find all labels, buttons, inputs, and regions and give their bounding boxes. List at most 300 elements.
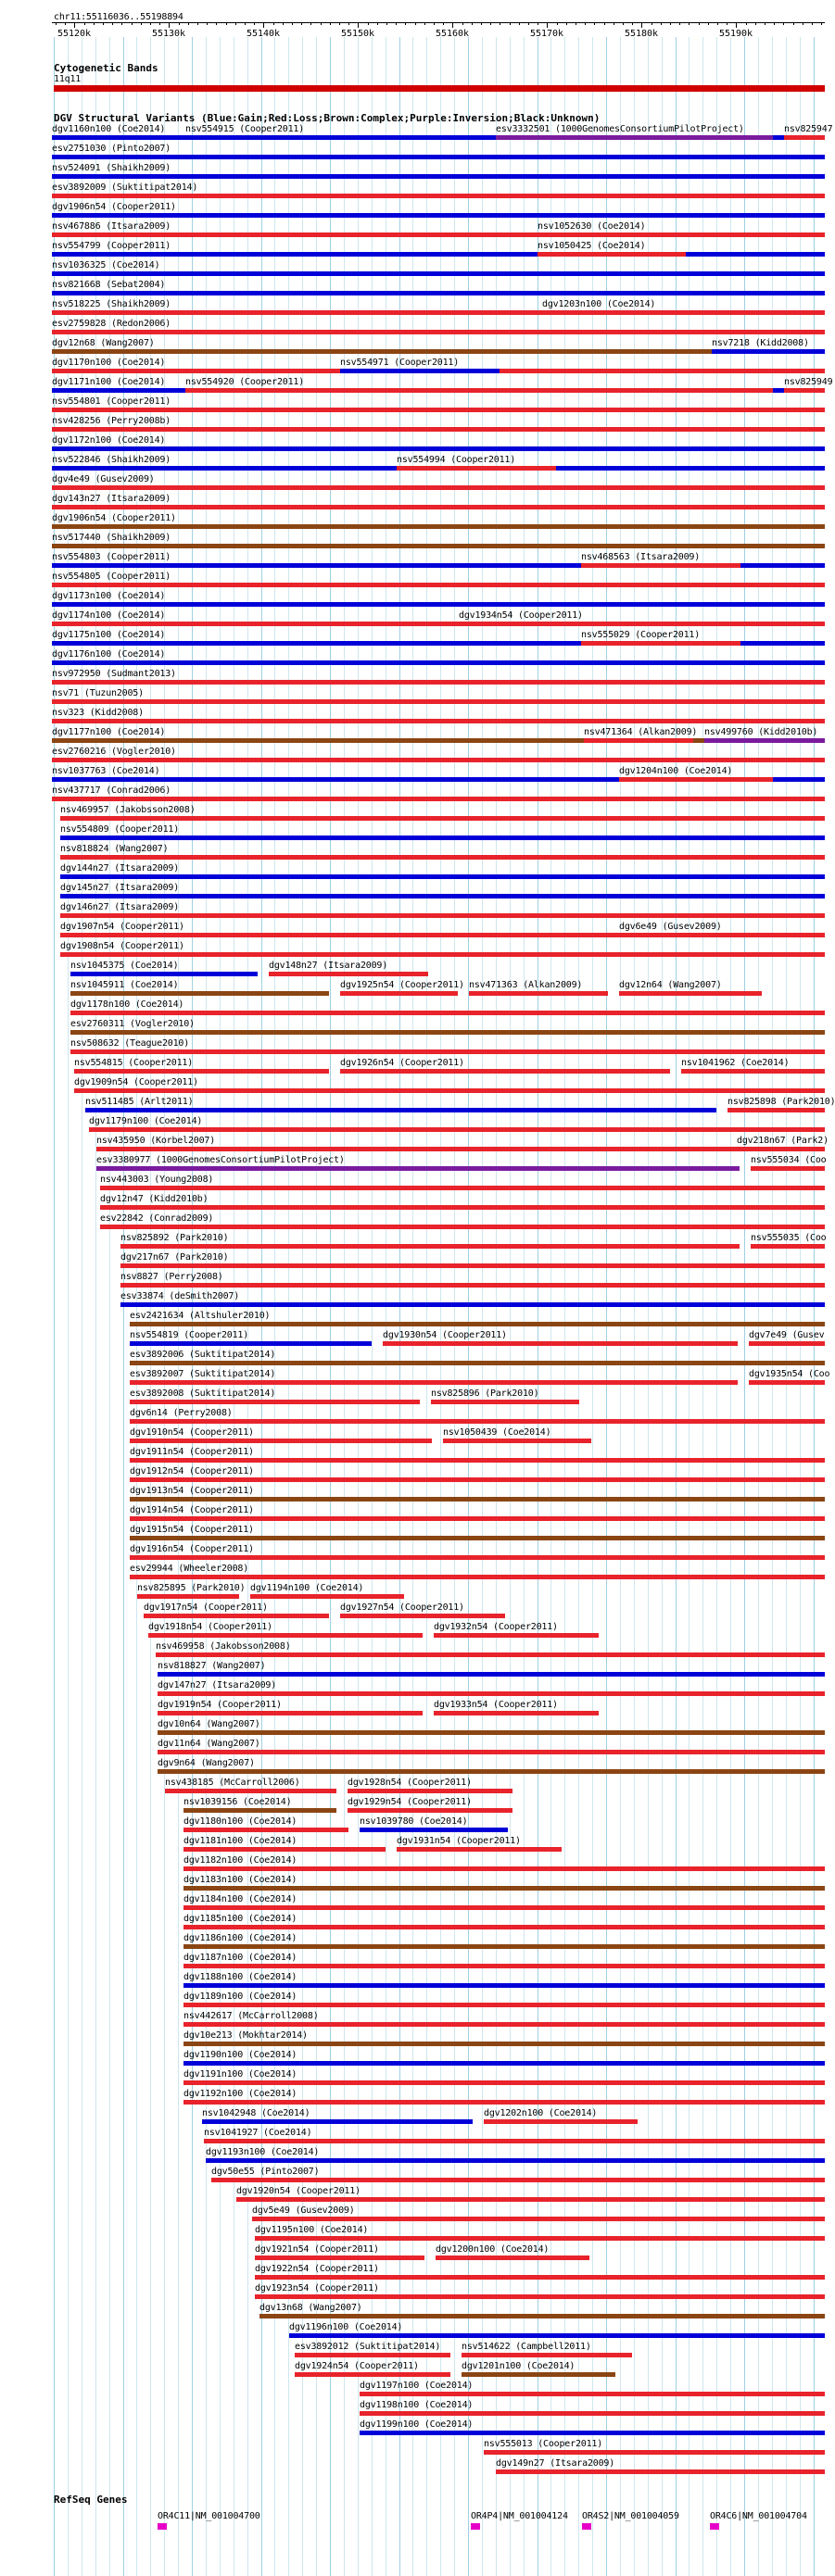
variant-bar-loss[interactable] (737, 1147, 825, 1151)
variant-bar-gain[interactable] (183, 1983, 825, 1988)
variant-bar-loss[interactable] (749, 1380, 825, 1385)
variant-label[interactable]: dgv217n67 (Park2010) (120, 1252, 229, 1263)
variant-label[interactable]: nsv467886 (Itsara2009) (52, 221, 171, 232)
variant-bar-loss[interactable] (183, 1964, 825, 1968)
variant-label[interactable]: dgv1194n100 (Coe2014) (250, 1583, 364, 1593)
variant-label[interactable]: dgv1181n100 (Coe2014) (183, 1836, 297, 1846)
variant-label[interactable]: nsv1041927 (Coe2014) (204, 2128, 312, 2138)
variant-bar-loss[interactable] (70, 1049, 825, 1054)
variant-label[interactable]: dgv149n27 (Itsara2009) (496, 2458, 615, 2469)
variant-label[interactable]: dgv1174n100 (Coe2014) (52, 610, 166, 621)
refseq-gene-label[interactable]: OR4C11|NM_001004700 (158, 2511, 260, 2521)
variant-label[interactable]: nsv818824 (Wang2007) (60, 844, 169, 854)
variant-label[interactable]: nsv1045911 (Coe2014) (70, 980, 179, 990)
variant-bar-loss[interactable] (542, 310, 696, 315)
variant-bar-loss[interactable] (60, 913, 825, 918)
variant-bar-loss[interactable] (749, 1341, 825, 1346)
variant-bar-gain[interactable] (130, 1341, 372, 1346)
variant-bar-loss[interactable] (431, 1400, 579, 1404)
refseq-gene-label[interactable]: OR4S2|NM_001004059 (582, 2511, 679, 2521)
variant-label[interactable]: esv3892006 (Suktitipat2014) (130, 1350, 276, 1360)
variant-label[interactable]: dgv1199n100 (Coe2014) (360, 2419, 474, 2430)
variant-label[interactable]: dgv1917n54 (Cooper2011) (144, 1602, 268, 1613)
variant-label[interactable]: dgv1918n54 (Cooper2011) (148, 1622, 272, 1632)
variant-bar-loss[interactable] (183, 1847, 386, 1852)
variant-label[interactable]: dgv1919n54 (Cooper2011) (158, 1700, 282, 1710)
variant-bar-loss[interactable] (581, 563, 740, 568)
variant-bar-loss[interactable] (360, 2392, 825, 2396)
variant-label[interactable]: dgv1922n54 (Cooper2011) (255, 2264, 379, 2274)
variant-label[interactable]: dgv1926n54 (Cooper2011) (340, 1058, 464, 1068)
variant-bar-loss[interactable] (255, 2236, 825, 2241)
variant-bar-loss[interactable] (383, 1341, 738, 1346)
variant-label[interactable]: nsv7218 (Kidd2008) (712, 338, 809, 348)
variant-bar-loss[interactable] (60, 816, 825, 821)
variant-label[interactable]: nsv435950 (Korbel2007) (96, 1136, 216, 1146)
variant-bar-loss[interactable] (183, 1866, 825, 1871)
variant-label[interactable]: dgv1175n100 (Coe2014) (52, 630, 166, 640)
variant-bar-loss[interactable] (348, 1789, 512, 1793)
variant-bar-complex[interactable] (183, 1944, 825, 1949)
variant-label[interactable]: dgv145n27 (Itsara2009) (60, 883, 180, 893)
variant-label[interactable]: dgv1910n54 (Cooper2011) (130, 1427, 254, 1438)
variant-label[interactable]: dgv5e49 (Gusev2009) (252, 2205, 355, 2216)
variant-label[interactable]: dgv1197n100 (Coe2014) (360, 2381, 474, 2391)
variant-bar-loss[interactable] (619, 777, 773, 782)
variant-bar-loss[interactable] (538, 252, 686, 257)
variant-label[interactable]: dgv1913n54 (Cooper2011) (130, 1486, 254, 1496)
variant-bar-inversion[interactable] (496, 135, 773, 140)
variant-bar-gain[interactable] (52, 252, 825, 257)
variant-bar-loss[interactable] (459, 622, 624, 626)
variant-label[interactable]: nsv825892 (Park2010) (120, 1233, 229, 1243)
variant-bar-loss[interactable] (52, 505, 825, 509)
variant-label[interactable]: dgv1198n100 (Coe2014) (360, 2400, 474, 2410)
variant-bar-loss[interactable] (130, 1516, 825, 1521)
variant-bar-loss[interactable] (89, 1127, 825, 1132)
variant-label[interactable]: esv2760311 (Vogler2010) (70, 1019, 195, 1029)
variant-label[interactable]: nsv469957 (Jakobsson2008) (60, 805, 196, 815)
variant-label[interactable]: nsv554971 (Cooper2011) (340, 358, 460, 368)
variant-bar-loss[interactable] (784, 388, 825, 393)
variant-bar-loss[interactable] (255, 2294, 825, 2299)
variant-bar-gain[interactable] (52, 660, 825, 665)
variant-bar-complex[interactable] (130, 1497, 825, 1502)
variant-bar-gain[interactable] (52, 155, 825, 159)
variant-label[interactable]: nsv818827 (Wang2007) (158, 1661, 266, 1671)
variant-bar-gain[interactable] (120, 1302, 825, 1307)
variant-bar-gain[interactable] (289, 2333, 825, 2338)
variant-label[interactable]: nsv825947 (784, 124, 833, 134)
variant-bar-complex[interactable] (462, 2372, 615, 2377)
variant-bar-gain[interactable] (340, 369, 500, 373)
variant-bar-gain[interactable] (52, 291, 825, 295)
variant-bar-complex[interactable] (130, 1361, 825, 1365)
variant-bar-loss[interactable] (204, 2139, 825, 2143)
variant-label[interactable]: dgv1191n100 (Coe2014) (183, 2069, 297, 2080)
refseq-gene-mark[interactable] (710, 2523, 719, 2530)
variant-bar-loss[interactable] (183, 2100, 825, 2105)
variant-bar-loss[interactable] (130, 1439, 432, 1443)
variant-bar-loss[interactable] (100, 1225, 825, 1229)
variant-bar-loss[interactable] (255, 2256, 424, 2260)
variant-bar-loss[interactable] (434, 1633, 599, 1638)
variant-bar-loss[interactable] (70, 1011, 825, 1015)
cytoband-bar[interactable] (54, 85, 825, 92)
variant-bar-loss[interactable] (52, 232, 825, 237)
variant-label[interactable]: dgv1170n100 (Coe2014) (52, 358, 166, 368)
variant-bar-loss[interactable] (681, 1069, 825, 1074)
variant-label[interactable]: esv29944 (Wheeler2008) (130, 1564, 249, 1574)
variant-bar-loss[interactable] (255, 2275, 825, 2280)
variant-bar-loss[interactable] (443, 1439, 591, 1443)
variant-bar-loss[interactable] (52, 583, 825, 587)
variant-bar-loss[interactable] (156, 1652, 825, 1657)
variant-bar-loss[interactable] (96, 1147, 825, 1151)
variant-bar-loss[interactable] (397, 1847, 562, 1852)
variant-bar-loss[interactable] (165, 1789, 336, 1793)
variant-bar-loss[interactable] (52, 622, 825, 626)
variant-label[interactable]: dgv1178n100 (Coe2014) (70, 999, 184, 1010)
variant-label[interactable]: dgv50e55 (Pinto2007) (211, 2167, 320, 2177)
variant-label[interactable]: dgv1180n100 (Coe2014) (183, 1816, 297, 1827)
variant-label[interactable]: nsv428256 (Perry2008b) (52, 416, 171, 426)
variant-label[interactable]: dgv6n14 (Perry2008) (130, 1408, 233, 1418)
variant-bar-inversion[interactable] (96, 1166, 740, 1171)
variant-bar-gain[interactable] (52, 271, 825, 276)
variant-label[interactable]: dgv1185n100 (Coe2014) (183, 1914, 297, 1924)
variant-label[interactable]: nsv555034 (Coo (751, 1155, 827, 1165)
variant-bar-loss[interactable] (100, 1186, 825, 1190)
variant-bar-loss[interactable] (52, 680, 825, 685)
variant-label[interactable]: nsv1050439 (Coe2014) (443, 1427, 551, 1438)
variant-label[interactable]: dgv1192n100 (Coe2014) (183, 2089, 297, 2099)
variant-label[interactable]: nsv518225 (Shaikh2009) (52, 299, 171, 309)
variant-bar-loss[interactable] (484, 2450, 825, 2455)
variant-bar-loss[interactable] (348, 1808, 512, 1813)
variant-label[interactable]: esv22842 (Conrad2009) (100, 1213, 214, 1224)
variant-bar-gain[interactable] (52, 602, 825, 607)
variant-bar-loss[interactable] (144, 1614, 329, 1618)
variant-label[interactable]: dgv1190n100 (Coe2014) (183, 2050, 297, 2060)
variant-label[interactable]: esv3892012 (Suktitipat2014) (295, 2342, 441, 2352)
variant-label[interactable]: nsv71 (Tuzun2005) (52, 688, 144, 698)
refseq-gene-label[interactable]: OR4P4|NM_001004124 (471, 2511, 568, 2521)
variant-label[interactable]: esv3380977 (1000GenomesConsortiumPilotProject) (96, 1155, 345, 1165)
variant-bar-loss[interactable] (751, 1166, 825, 1171)
variant-label[interactable]: nsv554819 (Cooper2011) (130, 1330, 249, 1340)
variant-label[interactable]: dgv1177n100 (Coe2014) (52, 727, 166, 737)
refseq-gene-mark[interactable] (471, 2523, 480, 2530)
variant-bar-complex[interactable] (183, 2042, 825, 2046)
variant-label[interactable]: nsv554809 (Cooper2011) (60, 824, 180, 835)
variant-label[interactable]: esv3332501 (1000GenomesConsortiumPilotProject) (496, 124, 744, 134)
variant-bar-loss[interactable] (462, 2353, 632, 2357)
variant-label[interactable]: nsv821668 (Sebat2004) (52, 280, 166, 290)
variant-bar-loss[interactable] (158, 1691, 825, 1696)
variant-label[interactable]: dgv1183n100 (Coe2014) (183, 1875, 297, 1885)
variant-label[interactable]: dgv143n27 (Itsara2009) (52, 494, 171, 504)
variant-label[interactable]: nsv1037763 (Coe2014) (52, 766, 160, 776)
variant-bar-complex[interactable] (52, 349, 825, 354)
variant-label[interactable]: nsv469958 (Jakobsson2008) (156, 1641, 291, 1652)
variant-bar-loss[interactable] (52, 427, 825, 432)
variant-bar-loss[interactable] (484, 2119, 638, 2124)
variant-bar-gain[interactable] (60, 874, 825, 879)
variant-bar-complex[interactable] (259, 2314, 825, 2318)
variant-label[interactable]: dgv1195n100 (Coe2014) (255, 2225, 369, 2235)
variant-bar-loss[interactable] (581, 641, 740, 646)
variant-bar-loss[interactable] (340, 1614, 505, 1618)
variant-label[interactable]: dgv10e213 (Mokhtar2014) (183, 2030, 308, 2041)
variant-bar-loss[interactable] (183, 1905, 825, 1910)
variant-label[interactable]: esv33874 (deSmith2007) (120, 1291, 240, 1301)
variant-bar-gain[interactable] (85, 1108, 716, 1112)
variant-bar-complex[interactable] (52, 544, 825, 548)
variant-label[interactable]: esv3892008 (Suktitipat2014) (130, 1389, 276, 1399)
variant-bar-gain[interactable] (52, 174, 825, 179)
variant-label[interactable]: dgv1914n54 (Cooper2011) (130, 1505, 254, 1515)
variant-label[interactable]: dgv1204n100 (Coe2014) (619, 766, 733, 776)
variant-label[interactable]: nsv471364 (Alkan2009) (584, 727, 698, 737)
variant-bar-loss[interactable] (211, 2178, 825, 2182)
variant-label[interactable]: dgv1912n54 (Cooper2011) (130, 1466, 254, 1476)
variant-label[interactable]: nsv554915 (Cooper2011) (185, 124, 305, 134)
variant-label[interactable]: nsv825895 (Park2010) (137, 1583, 246, 1593)
coordinate-ruler[interactable] (52, 22, 825, 39)
variant-label[interactable]: nsv8827 (Perry2008) (120, 1272, 223, 1282)
variant-label[interactable]: esv2759828 (Redon2006) (52, 319, 171, 329)
variant-label[interactable]: nsv1039156 (Coe2014) (183, 1797, 292, 1807)
variant-bar-gain[interactable] (52, 446, 825, 451)
variant-label[interactable]: dgv1193n100 (Coe2014) (206, 2147, 320, 2157)
variant-bar-complex[interactable] (158, 1730, 825, 1735)
variant-bar-loss[interactable] (52, 194, 825, 198)
variant-bar-loss[interactable] (52, 408, 825, 412)
variant-bar-loss[interactable] (52, 719, 825, 723)
variant-label[interactable]: nsv554805 (Cooper2011) (52, 572, 171, 582)
variant-bar-loss[interactable] (360, 2411, 825, 2416)
variant-bar-complex[interactable] (130, 1536, 825, 1540)
variant-label[interactable]: nsv437717 (Conrad2006) (52, 785, 171, 796)
variant-bar-loss[interactable] (252, 2217, 825, 2221)
variant-label[interactable]: dgv1929n54 (Cooper2011) (348, 1797, 472, 1807)
variant-bar-complex[interactable] (183, 1808, 336, 1813)
variant-bar-gain[interactable] (185, 135, 485, 140)
variant-label[interactable]: nsv555035 (Coo (751, 1233, 827, 1243)
variant-label[interactable]: esv2751030 (Pinto2007) (52, 144, 171, 154)
variant-label[interactable]: dgv144n27 (Itsara2009) (60, 863, 180, 873)
variant-label[interactable]: dgv147n27 (Itsara2009) (158, 1680, 277, 1690)
variant-bar-gain[interactable] (60, 836, 825, 840)
variant-label[interactable]: dgv1924n54 (Cooper2011) (295, 2361, 419, 2371)
variant-label[interactable]: nsv554815 (Cooper2011) (74, 1058, 194, 1068)
variant-bar-loss[interactable] (727, 1108, 825, 1112)
variant-label[interactable]: dgv146n27 (Itsara2009) (60, 902, 180, 912)
variant-label[interactable]: nsv825896 (Park2010) (431, 1389, 539, 1399)
variant-label[interactable]: dgv10n64 (Wang2007) (158, 1719, 260, 1729)
variant-label[interactable]: dgv1201n100 (Coe2014) (462, 2361, 576, 2371)
variant-bar-gain[interactable] (206, 2158, 825, 2163)
variant-label[interactable]: dgv4e49 (Gusev2009) (52, 474, 155, 484)
variant-bar-complex[interactable] (70, 1030, 825, 1035)
refseq-gene-mark[interactable] (582, 2523, 591, 2530)
variant-label[interactable]: nsv554994 (Cooper2011) (397, 455, 516, 465)
variant-label[interactable]: dgv1184n100 (Coe2014) (183, 1894, 297, 1904)
variant-bar-gain[interactable] (183, 2061, 825, 2066)
variant-label[interactable]: dgv1203n100 (Coe2014) (542, 299, 656, 309)
variant-bar-loss[interactable] (340, 991, 458, 996)
variant-label[interactable]: nsv825949 (784, 377, 833, 387)
variant-label[interactable]: dgv1187n100 (Coe2014) (183, 1953, 297, 1963)
variant-label[interactable]: dgv1933n54 (Cooper2011) (434, 1700, 558, 1710)
variant-label[interactable]: dgv1923n54 (Cooper2011) (255, 2283, 379, 2293)
variant-label[interactable]: dgv1173n100 (Coe2014) (52, 591, 166, 601)
refseq-gene-mark[interactable] (158, 2523, 167, 2530)
variant-bar-loss[interactable] (100, 1205, 825, 1210)
variant-bar-loss[interactable] (183, 2003, 825, 2007)
variant-bar-gain[interactable] (360, 2431, 825, 2435)
variant-bar-complex[interactable] (52, 524, 825, 529)
variant-label[interactable]: dgv1906n54 (Cooper2011) (52, 202, 176, 212)
variant-label[interactable]: dgv1932n54 (Cooper2011) (434, 1622, 558, 1632)
variant-label[interactable]: nsv1042948 (Coe2014) (202, 2108, 310, 2118)
variant-label[interactable]: dgv1200n100 (Coe2014) (436, 2244, 550, 2255)
variant-label[interactable]: esv3892007 (Suktitipat2014) (130, 1369, 276, 1379)
variant-label[interactable]: dgv1160n100 (Coe2014) (52, 124, 166, 134)
variant-label[interactable]: dgv1909n54 (Cooper2011) (74, 1077, 198, 1087)
variant-bar-loss[interactable] (496, 2469, 825, 2474)
variant-label[interactable]: nsv508632 (Teague2010) (70, 1038, 190, 1049)
variant-bar-complex[interactable] (70, 991, 329, 996)
variant-label[interactable]: nsv323 (Kidd2008) (52, 708, 144, 718)
variant-label[interactable]: nsv825898 (Park2010) (727, 1097, 835, 1107)
variant-bar-loss[interactable] (250, 1594, 404, 1599)
variant-label[interactable]: dgv1911n54 (Cooper2011) (130, 1447, 254, 1457)
variant-bar-gain[interactable] (60, 894, 825, 898)
variant-label[interactable]: nsv438185 (McCarroll2006) (165, 1778, 300, 1788)
variant-bar-loss[interactable] (751, 1244, 825, 1249)
variant-label[interactable]: nsv555013 (Cooper2011) (484, 2439, 603, 2449)
variant-bar-loss[interactable] (584, 738, 693, 743)
variant-bar-complex[interactable] (158, 1769, 825, 1774)
variant-label[interactable]: dgv1176n100 (Coe2014) (52, 649, 166, 660)
variant-label[interactable]: dgv1934n54 (Cooper2011) (459, 610, 583, 621)
variant-label[interactable]: dgv1907n54 (Cooper2011) (60, 922, 184, 932)
variant-label[interactable]: dgv1186n100 (Coe2014) (183, 1933, 297, 1943)
variant-label[interactable]: nsv443003 (Young2008) (100, 1175, 214, 1185)
variant-bar-loss[interactable] (183, 2022, 825, 2027)
variant-label[interactable]: dgv1931n54 (Cooper2011) (397, 1836, 521, 1846)
variant-label[interactable]: dgv1171n100 (Coe2014) (52, 377, 166, 387)
variant-bar-loss[interactable] (52, 797, 825, 801)
variant-label[interactable]: dgv1925n54 (Cooper2011) (340, 980, 464, 990)
variant-bar-gain[interactable] (712, 349, 825, 354)
variant-bar-loss[interactable] (130, 1380, 738, 1385)
variant-bar-loss[interactable] (469, 991, 608, 996)
variant-label[interactable]: nsv554799 (Cooper2011) (52, 241, 171, 251)
variant-label[interactable]: dgv13n68 (Wang2007) (259, 2303, 362, 2313)
variant-bar-loss[interactable] (52, 758, 825, 762)
variant-label[interactable]: dgv1188n100 (Coe2014) (183, 1972, 297, 1982)
variant-bar-loss[interactable] (130, 1575, 825, 1579)
variant-bar-loss[interactable] (130, 1555, 825, 1560)
variant-bar-gain[interactable] (158, 1672, 825, 1677)
variant-label[interactable]: nsv511485 (Arlt2011) (85, 1097, 194, 1107)
variant-bar-loss[interactable] (436, 2256, 589, 2260)
variant-label[interactable]: dgv1906n54 (Cooper2011) (52, 513, 176, 523)
variant-bar-loss[interactable] (60, 855, 825, 860)
variant-label[interactable]: dgv1196n100 (Coe2014) (289, 2322, 403, 2332)
variant-label[interactable]: nsv554920 (Cooper2011) (185, 377, 305, 387)
variant-bar-complex[interactable] (183, 1886, 825, 1891)
variant-label[interactable]: nsv1050425 (Coe2014) (538, 241, 646, 251)
variant-bar-loss[interactable] (295, 2372, 450, 2377)
variant-bar-gain[interactable] (360, 1828, 508, 1832)
variant-bar-loss[interactable] (130, 1458, 825, 1463)
variant-bar-loss[interactable] (183, 1828, 348, 1832)
variant-bar-loss[interactable] (295, 2353, 450, 2357)
variant-bar-loss[interactable] (74, 1088, 825, 1093)
variant-bar-loss[interactable] (148, 1633, 423, 1638)
variant-label[interactable]: nsv517440 (Shaikh2009) (52, 533, 171, 543)
variant-label[interactable]: dgv12n64 (Wang2007) (619, 980, 722, 990)
variant-label[interactable]: dgv1202n100 (Coe2014) (484, 2108, 598, 2118)
variant-bar-loss[interactable] (52, 330, 825, 334)
variant-bar-loss[interactable] (183, 1925, 825, 1929)
variant-bar-loss[interactable] (340, 1069, 670, 1074)
variant-bar-loss[interactable] (434, 1711, 599, 1715)
variant-label[interactable]: nsv468563 (Itsara2009) (581, 552, 701, 562)
variant-label[interactable]: dgv1927n54 (Cooper2011) (340, 1602, 464, 1613)
variant-label[interactable]: nsv442617 (McCarroll2008) (183, 2011, 319, 2021)
variant-label[interactable]: nsv1041962 (Coe2014) (681, 1058, 790, 1068)
variant-bar-loss[interactable] (183, 2080, 825, 2085)
variant-label[interactable]: dgv6e49 (Gusev2009) (619, 922, 722, 932)
variant-bar-loss[interactable] (130, 1477, 825, 1482)
variant-bar-loss[interactable] (538, 232, 686, 237)
variant-label[interactable]: dgv148n27 (Itsara2009) (269, 961, 388, 971)
variant-bar-gain[interactable] (52, 213, 825, 218)
variant-label[interactable]: esv2421634 (Altshuler2010) (130, 1311, 271, 1321)
variant-label[interactable]: dgv7e49 (Gusev (749, 1330, 825, 1340)
variant-label[interactable]: nsv1045375 (Coe2014) (70, 961, 179, 971)
variant-label[interactable]: nsv555029 (Cooper2011) (581, 630, 701, 640)
variant-label[interactable]: dgv1172n100 (Coe2014) (52, 435, 166, 446)
variant-label[interactable]: dgv1189n100 (Coe2014) (183, 1992, 297, 2002)
variant-bar-loss[interactable] (52, 310, 825, 315)
variant-label[interactable]: nsv471363 (Alkan2009) (469, 980, 583, 990)
variant-bar-loss[interactable] (52, 485, 825, 490)
variant-label[interactable]: dgv12n47 (Kidd2010b) (100, 1194, 209, 1204)
variant-label[interactable]: dgv12n68 (Wang2007) (52, 338, 155, 348)
variant-label[interactable]: nsv499760 (Kidd2010b) (704, 727, 818, 737)
variant-bar-loss[interactable] (130, 1400, 420, 1404)
variant-bar-loss[interactable] (784, 135, 825, 140)
variant-bar-loss[interactable] (269, 972, 428, 976)
variant-label[interactable]: dgv1930n54 (Cooper2011) (383, 1330, 507, 1340)
variant-label[interactable]: dgv1920n54 (Cooper2011) (236, 2186, 361, 2196)
refseq-gene-label[interactable]: OR4C6|NM_001004704 (710, 2511, 807, 2521)
variant-bar-loss[interactable] (137, 1594, 239, 1599)
variant-bar-loss[interactable] (52, 699, 825, 704)
variant-bar-loss[interactable] (236, 2197, 825, 2202)
variant-bar-loss[interactable] (74, 1069, 329, 1074)
variant-label[interactable]: nsv1036325 (Coe2014) (52, 260, 160, 270)
variant-label[interactable]: nsv514622 (Campbell2011) (462, 2342, 591, 2352)
variant-label[interactable]: dgv1935n54 (Coo (749, 1369, 830, 1379)
variant-label[interactable]: dgv9n64 (Wang2007) (158, 1758, 255, 1768)
